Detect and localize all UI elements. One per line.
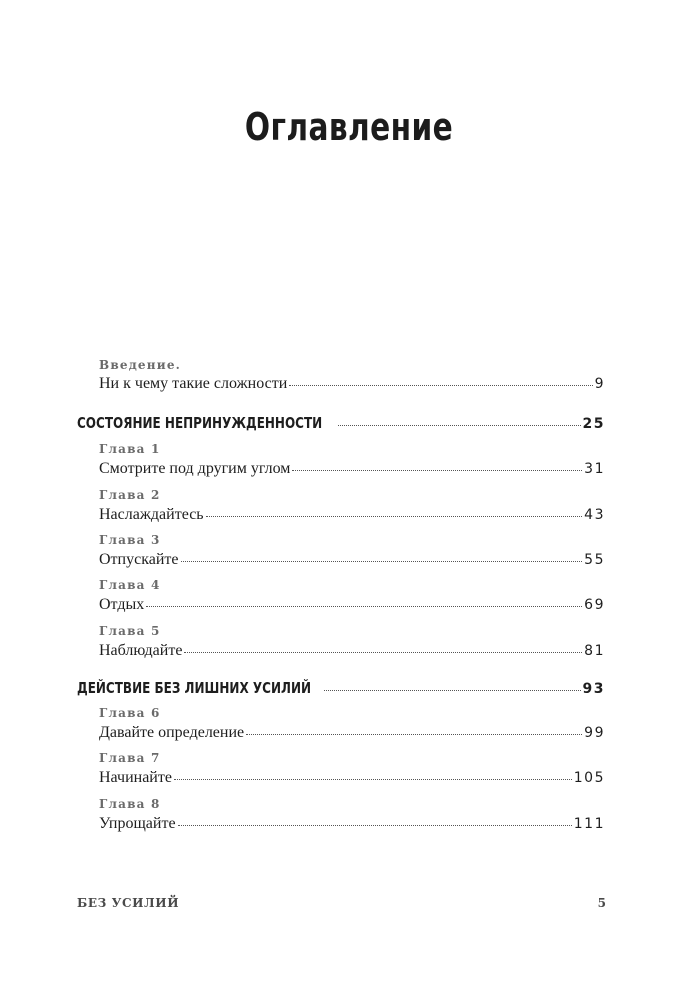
toc-entry-title: Начинайте bbox=[99, 769, 172, 786]
toc-entry-chapter-5[interactable] bbox=[99, 641, 605, 661]
toc-entry-page: 31 bbox=[584, 461, 605, 477]
leader-dots bbox=[289, 384, 592, 386]
toc-entry-title: Отдых bbox=[99, 596, 145, 613]
leader-dots bbox=[146, 605, 582, 607]
toc-entry-chapter-4[interactable] bbox=[99, 595, 605, 615]
toc-entry-intro[interactable] bbox=[99, 374, 605, 394]
leader-dots bbox=[292, 469, 582, 471]
leader-dots bbox=[174, 778, 572, 780]
toc-entry-page: 81 bbox=[584, 643, 605, 659]
toc-entry-chapter-8[interactable] bbox=[99, 814, 605, 834]
running-footer-title: БЕЗ УСИЛИЙ bbox=[77, 896, 180, 910]
part-title: СОСТОЯНИЕ НЕПРИНУЖДЕННОСТИ bbox=[77, 414, 323, 432]
chapter-5-label: Глава 5 bbox=[99, 624, 161, 638]
leader-dots bbox=[178, 824, 572, 826]
chapter-8-label: Глава 8 bbox=[99, 797, 161, 811]
chapter-3-label: Глава 3 bbox=[99, 533, 161, 547]
toc-entry-title: Наслаждайтесь bbox=[99, 506, 204, 523]
toc-entry-page: 105 bbox=[573, 770, 605, 786]
chapter-1-label: Глава 1 bbox=[99, 442, 161, 456]
toc-part-1[interactable] bbox=[77, 413, 605, 434]
chapter-2-label: Глава 2 bbox=[99, 488, 161, 502]
part-page: 93 bbox=[582, 681, 605, 697]
toc-entry-chapter-1[interactable] bbox=[99, 459, 605, 479]
toc-entry-chapter-3[interactable] bbox=[99, 550, 605, 570]
toc-entry-chapter-7[interactable] bbox=[99, 768, 605, 788]
toc-entry-page: 69 bbox=[584, 597, 605, 613]
page-title: Оглавление bbox=[244, 105, 454, 149]
toc-entry-title: Наблюдайте bbox=[99, 642, 183, 659]
intro-label: Введение. bbox=[99, 358, 182, 372]
part-title: ДЕЙСТВИЕ БЕЗ ЛИШНИХ УСИЛИЙ bbox=[77, 679, 312, 697]
toc-entry-page: 111 bbox=[573, 816, 605, 832]
part-page: 25 bbox=[582, 416, 605, 432]
leader-dots bbox=[181, 560, 583, 562]
leader-dots bbox=[246, 733, 582, 735]
toc-entry-title: Ни к чему такие сложности bbox=[99, 375, 288, 392]
toc-entry-chapter-2[interactable] bbox=[99, 505, 605, 525]
toc-entry-title: Отпускайте bbox=[99, 551, 179, 568]
toc-part-2[interactable] bbox=[77, 678, 605, 699]
toc-entry-page: 55 bbox=[584, 552, 605, 568]
toc-entry-page: 99 bbox=[584, 725, 605, 741]
chapter-6-label: Глава 6 bbox=[99, 706, 161, 720]
leader-dots bbox=[324, 689, 581, 691]
toc-entry-title: Давайте определение bbox=[99, 724, 245, 741]
toc-entry-title: Упрощайте bbox=[99, 815, 176, 832]
chapter-4-label: Глава 4 bbox=[99, 578, 161, 592]
leader-dots bbox=[338, 424, 581, 426]
page-number: 5 bbox=[597, 896, 606, 910]
toc-entry-page: 9 bbox=[594, 376, 605, 392]
toc-entry-page: 43 bbox=[584, 507, 605, 523]
leader-dots bbox=[184, 651, 582, 653]
toc-entry-chapter-6[interactable] bbox=[99, 723, 605, 743]
chapter-7-label: Глава 7 bbox=[99, 751, 161, 765]
leader-dots bbox=[206, 515, 583, 517]
toc-entry-title: Смотрите под другим углом bbox=[99, 460, 291, 477]
